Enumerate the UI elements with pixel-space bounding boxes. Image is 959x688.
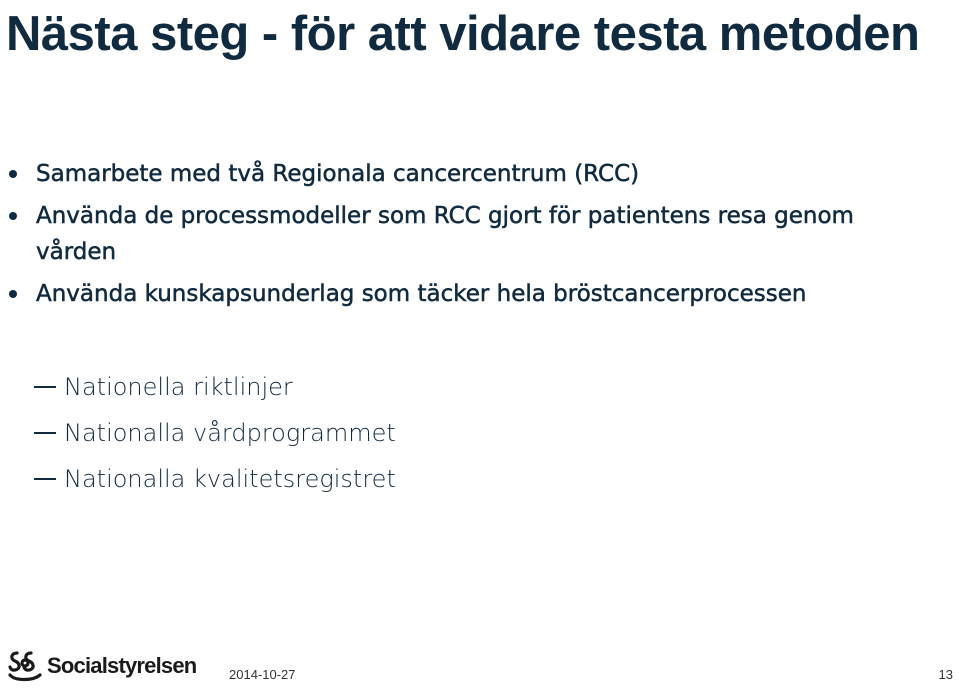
slide-footer (0, 640, 959, 688)
footer-date: 2014-10-27 (229, 667, 296, 682)
dash-icon (34, 386, 56, 388)
logo-text: Socialstyrelsen (47, 653, 197, 678)
sub-bullet-text: Nationella riktlinjer (64, 373, 293, 401)
dash-icon (34, 478, 56, 480)
sub-bullet-text: Nationalla kvalitetsregistret (64, 465, 396, 493)
bullet-text: Använda kunskapsunderlag som täcker hela bröstcancerprocessen (36, 281, 807, 307)
bullet-list (0, 156, 930, 318)
socialstyrelsen-logo-icon (7, 649, 43, 683)
bullet-item (0, 276, 930, 312)
slide-title: Nästa steg - för att vidare testa metoden (6, 7, 920, 61)
sub-bullet-item (0, 410, 930, 456)
dash-icon (34, 432, 56, 434)
sub-bullet-list (0, 364, 930, 502)
bullet-text: Använda de processmodeller som RCC gjort för patientens resa genom vården (36, 203, 854, 265)
sub-bullet-item (0, 456, 930, 502)
bullet-dot-icon (9, 170, 17, 178)
bullet-item (0, 198, 930, 270)
socialstyrelsen-logo (7, 646, 196, 686)
bullet-dot-icon (9, 212, 17, 220)
sub-bullet-text: Nationalla vårdprogrammet (64, 419, 396, 447)
page-number: 13 (938, 667, 953, 682)
bullet-dot-icon (9, 290, 17, 298)
bullet-item (0, 156, 930, 192)
bullet-text: Samarbete med två Regionala cancercentrum (RCC) (36, 161, 640, 187)
sub-bullet-item (0, 364, 930, 410)
